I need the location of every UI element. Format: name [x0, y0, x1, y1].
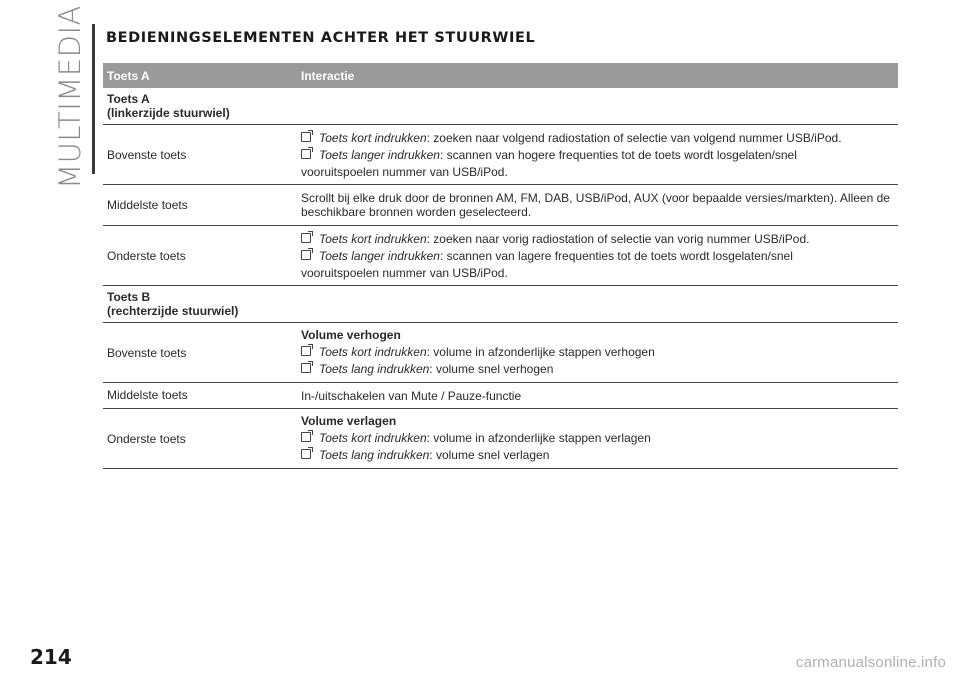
item-emphasis: Toets kort indrukken: [319, 431, 427, 445]
item-emphasis: Toets lang indrukken: [319, 448, 430, 462]
row-interaction: Scrollt bij elke druk door de bronnen AM, FM, DAB, USB/iPod, AUX (voor bepaalde versies/markten). Alleen de beschikbare bronnen worden geselecteerd.: [297, 185, 898, 226]
checkbox-bullet-icon: [301, 363, 311, 373]
row-label: Bovenste toets: [103, 323, 297, 383]
page-title: BEDIENINGSELEMENTEN ACHTER HET STUURWIEL: [106, 30, 536, 46]
item-emphasis: Toets langer indrukken: [319, 148, 440, 162]
list-item: [301, 249, 894, 263]
list-item: [301, 131, 894, 145]
section-row-a: [103, 88, 898, 125]
checkbox-bullet-icon: [301, 432, 311, 442]
item-emphasis: Toets kort indrukken: [319, 345, 427, 359]
row-interaction: In-/uitschakelen van Mute / Pauze-functie: [297, 383, 898, 409]
row-interaction: [297, 226, 898, 286]
list-item: [301, 345, 894, 359]
table-row: [103, 185, 898, 226]
steering-controls-table: [103, 63, 898, 469]
list-item: [301, 448, 894, 462]
item-text: : scannen van lagere frequenties tot de toets wordt losgelaten/snel: [439, 249, 793, 263]
checkbox-bullet-icon: [301, 149, 311, 159]
item-text: : volume snel verhogen: [429, 362, 554, 376]
table-row: [103, 383, 898, 409]
item-text: : zoeken naar volgend radiostation of selectie van volgend nummer USB/iPod.: [426, 131, 842, 145]
section-heading: [103, 286, 898, 323]
table-header-row: [103, 63, 898, 88]
item-continuation: vooruitspoelen nummer van USB/iPod.: [301, 266, 508, 280]
row-label: Middelste toets: [103, 383, 297, 409]
watermark: carmanualsonline.info: [795, 654, 946, 671]
table-row: [103, 226, 898, 286]
checkbox-bullet-icon: [301, 250, 311, 260]
item-text: : zoeken naar vorig radiostation of selectie van vorig nummer USB/iPod.: [426, 232, 810, 246]
list-item: [301, 232, 894, 246]
cell-subheading: Volume verhogen: [301, 328, 401, 342]
header-interaction: Interactie: [297, 63, 898, 88]
item-emphasis: Toets kort indrukken: [319, 131, 427, 145]
list-item: [301, 148, 894, 162]
item-text: : volume in afzonderlijke stappen verhogen: [426, 345, 655, 359]
item-emphasis: Toets lang indrukken: [319, 362, 430, 376]
section-row-b: [103, 286, 898, 323]
item-emphasis: Toets kort indrukken: [319, 232, 427, 246]
checkbox-bullet-icon: [301, 346, 311, 356]
row-interaction: [297, 409, 898, 469]
row-interaction: [297, 125, 898, 185]
table-row: [103, 409, 898, 469]
row-label: Middelste toets: [103, 185, 297, 226]
chapter-tab: [48, 5, 92, 189]
table-row: [103, 323, 898, 383]
item-continuation: vooruitspoelen nummer van USB/iPod.: [301, 165, 508, 179]
item-text: : volume in afzonderlijke stappen verlagen: [426, 431, 651, 445]
page-number: 214: [30, 645, 72, 669]
item-emphasis: Toets langer indrukken: [319, 249, 440, 263]
row-label: Bovenste toets: [103, 125, 297, 185]
section-heading-a: Toets A (linkerzijde stuurwiel): [107, 92, 230, 120]
row-interaction: [297, 323, 898, 383]
item-text: : volume snel verlagen: [429, 448, 550, 462]
table-row: [103, 125, 898, 185]
list-item: [301, 362, 894, 376]
checkbox-bullet-icon: [301, 132, 311, 142]
header-button: Toets A: [103, 63, 297, 88]
item-text: : scannen van hogere frequenties tot de toets wordt losgelaten/snel: [439, 148, 797, 162]
checkbox-bullet-icon: [301, 449, 311, 459]
row-label: Onderste toets: [103, 226, 297, 286]
section-heading: [103, 88, 898, 125]
checkbox-bullet-icon: [301, 233, 311, 243]
section-heading-b: Toets B (rechterzijde stuurwiel): [107, 290, 239, 318]
row-label: Onderste toets: [103, 409, 297, 469]
chapter-divider: [92, 24, 95, 174]
list-item: [301, 431, 894, 445]
chapter-tab-label: MULTIMEDIA: [53, 5, 87, 189]
cell-subheading: Volume verlagen: [301, 414, 397, 428]
